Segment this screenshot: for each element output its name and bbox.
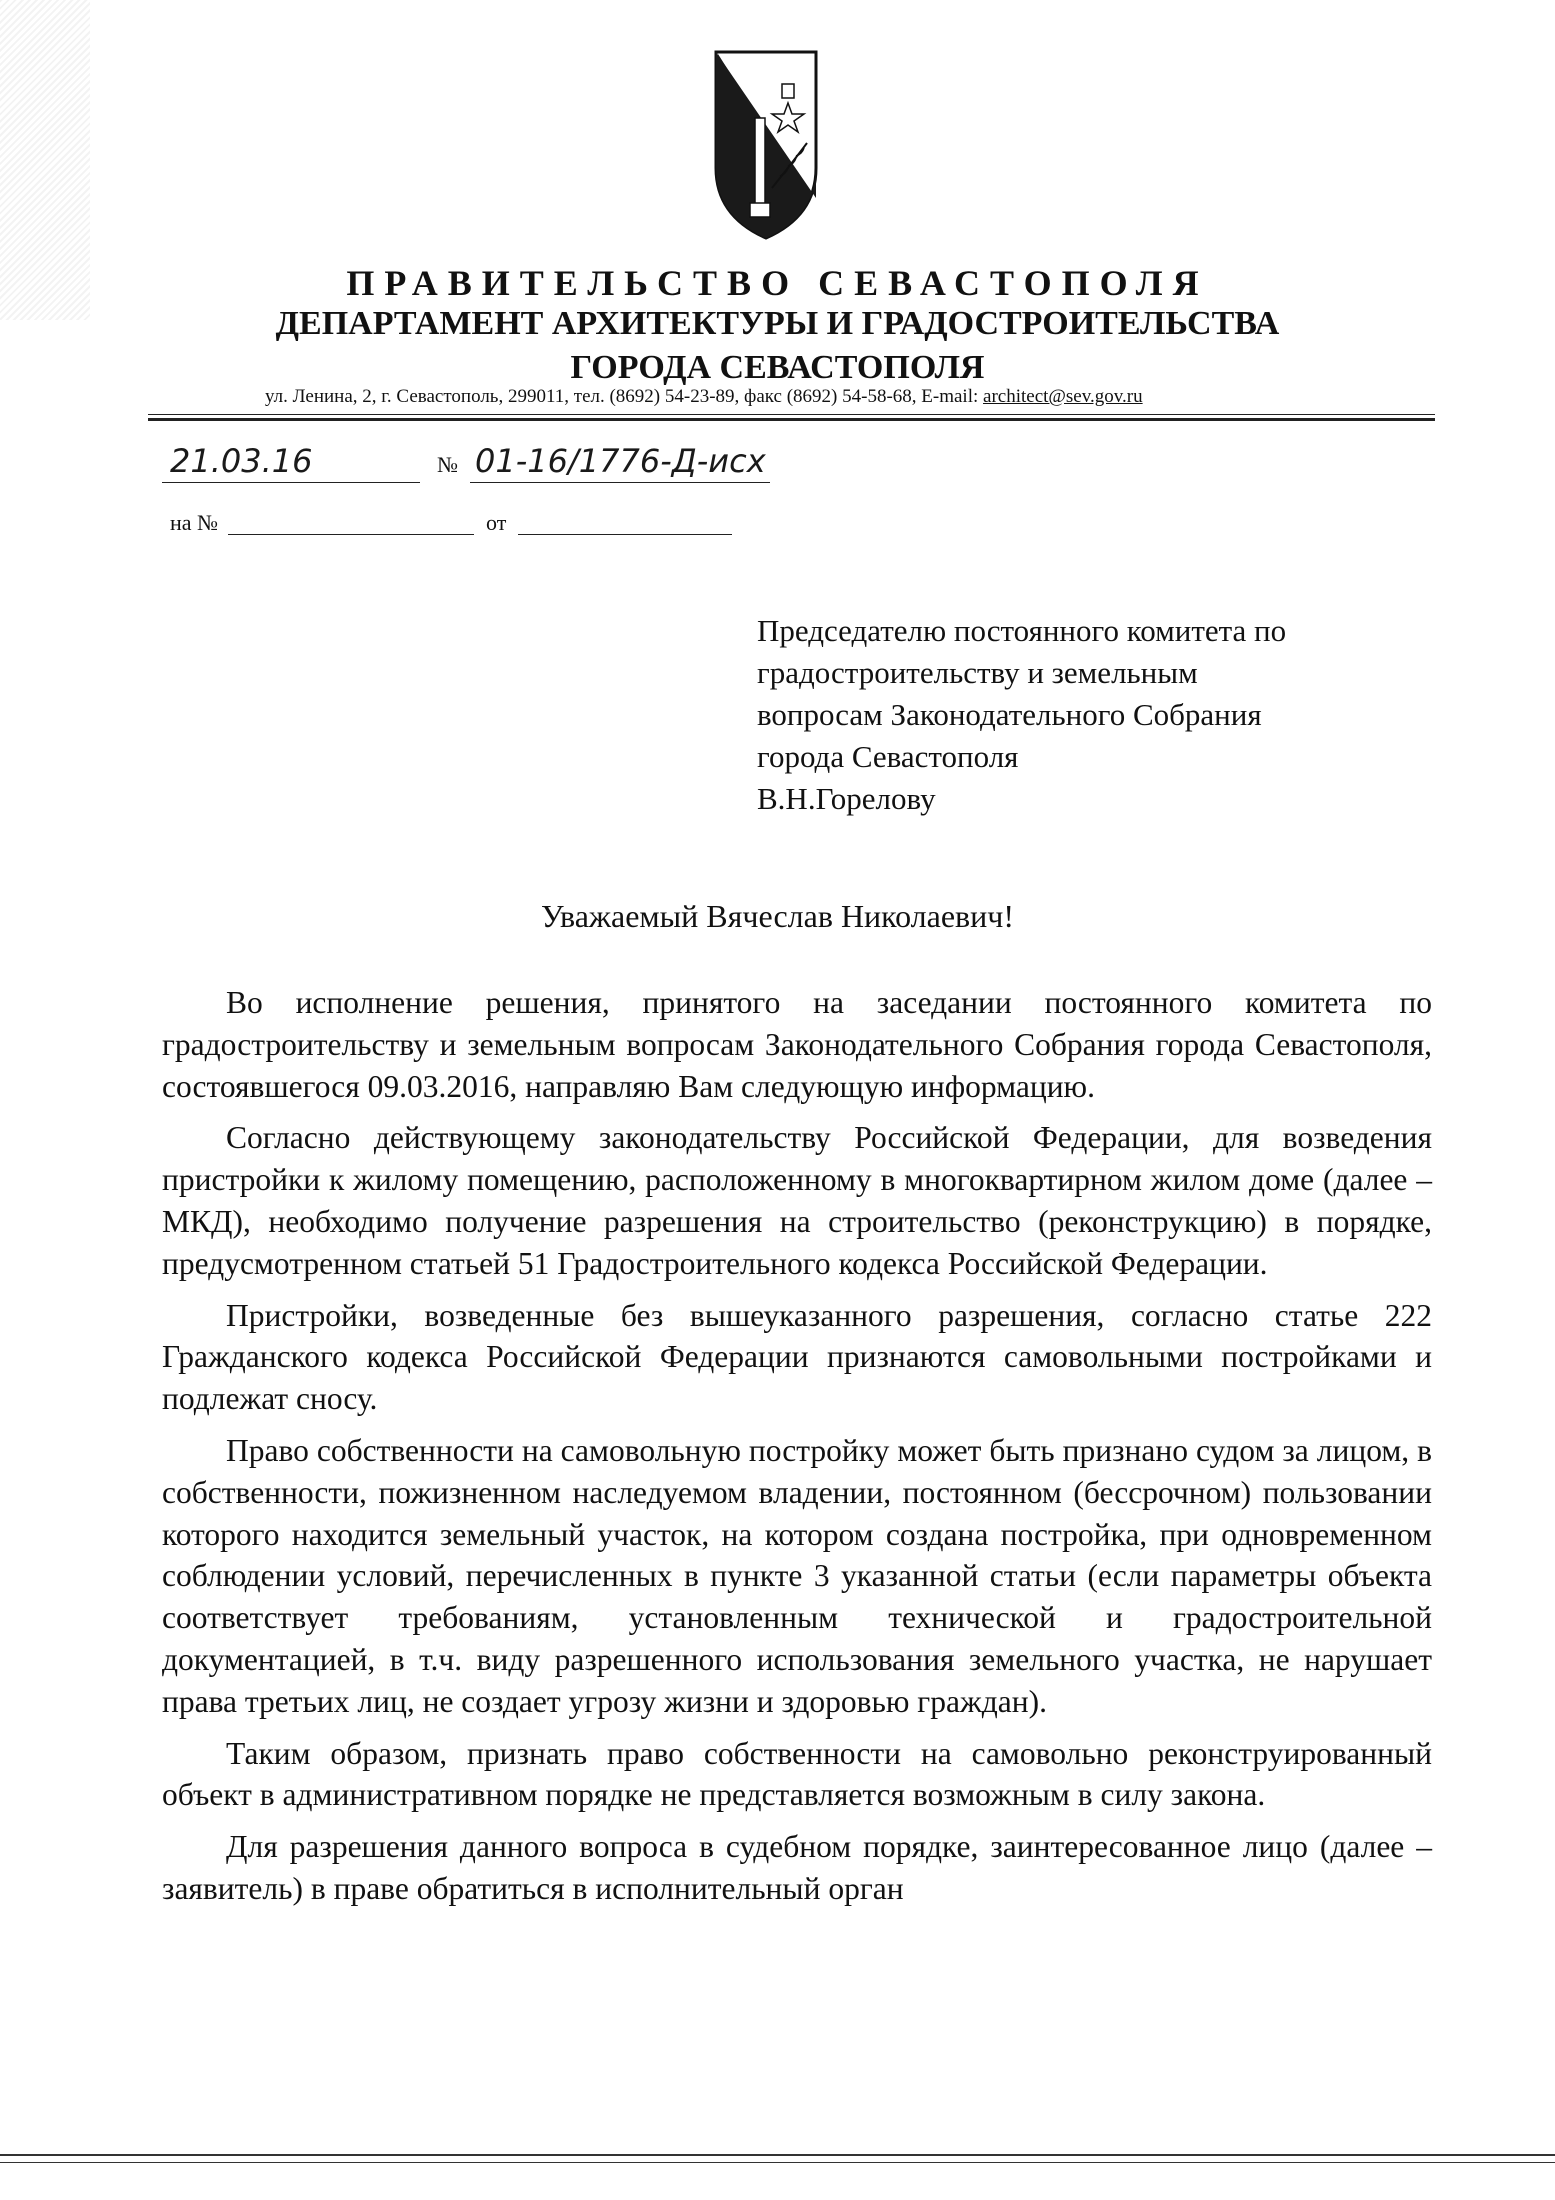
- addressee-line: градостроительству и земельным: [757, 655, 1198, 690]
- scan-edge-line: [0, 2154, 1555, 2156]
- government-title: ПРАВИТЕЛЬСТВО СЕВАСТОПОЛЯ: [346, 263, 1209, 303]
- number-underline: [470, 482, 770, 483]
- city-title: ГОРОДА СЕВАСТОПОЛЯ: [570, 349, 985, 386]
- number-label: №: [437, 452, 458, 477]
- header-divider-thick: [148, 418, 1435, 421]
- date-underline: [162, 482, 420, 483]
- address-text: ул. Ленина, 2, г. Севастополь, 299011, тел. (8692) 54-23-89, факс (8692) 54-58-68, E-mail:: [265, 386, 984, 407]
- header-divider-thin: [148, 414, 1435, 415]
- scan-edge-line: [0, 2162, 1555, 2163]
- email-link[interactable]: architect@sev.gov.ru: [983, 386, 1143, 407]
- body-paragraph: Во исполнение решения, принятого на заседании постоянного комитета по градостроительству и земельным вопросам Законодательного Собрания города Севастополя, состоявшегося 09.03.2016, направляю Вам следующую информацию.: [162, 985, 1432, 1104]
- addressee-line: города Севастополя: [757, 739, 1019, 774]
- department-title: ДЕПАРТАМЕНТ АРХИТЕКТУРЫ И ГРАДОСТРОИТЕЛЬСТВА: [275, 305, 1280, 342]
- salutation: Уважаемый Вячеслав Николаевич!: [540, 898, 1015, 934]
- ref-date-line: [518, 534, 732, 535]
- addressee-line: Председателю постоянного комитета по: [757, 613, 1287, 648]
- body-paragraph: Согласно действующему законодательству Российской Федерации, для возведения пристройки к жилому помещению, расположенному в многоквартирном жилом доме (далее – МКД), необходимо получение разрешения на строительство (реконструкцию) в порядке, предусмотренном статьей 51 Градостроительного кодекса Российской Федерации.: [162, 1120, 1432, 1281]
- body-paragraph: Пристройки, возведенные без вышеуказанного разрешения, согласно статье 222 Гражданского кодекса Российской Федерации признаются самовольными постройками и подлежат сносу.: [162, 1297, 1432, 1417]
- ref-number-line: [228, 534, 474, 535]
- addressee-line: В.Н.Горелову: [757, 781, 936, 816]
- ref-number-label: на №: [170, 510, 219, 535]
- addressee-block: [757, 610, 1286, 820]
- body-paragraph: Для разрешения данного вопроса в судебном порядке, заинтересованное лицо (далее – заявитель) в праве обратиться в исполнительный орган: [162, 1829, 1432, 1906]
- addressee-line: вопросам Законодательного Собрания: [757, 697, 1262, 732]
- contact-line: [265, 386, 1143, 408]
- sevastopol-coat-of-arms-icon: [712, 48, 820, 244]
- letter-body: [162, 982, 1432, 1920]
- body-paragraph: Право собственности на самовольную постройку может быть признано судом за лицом, в собственности, пожизненном наследуемом владении, постоянном (бессрочном) пользовании которого находится земельный участок, на котором создана постройка, при одновременном соблюдении условий, перечисленных в пункте 3 указанной статьи (если параметры объекта соответствует требованиям, установленным технической и градостроительной документацией, в т.ч. виду разрешенного использования земельного участка, не нарушает права третьих лиц, не создает угрозу жизни и здоровью граждан).: [162, 1432, 1432, 1719]
- registration-date: 21.03.16: [170, 442, 313, 480]
- ref-date-label: от: [486, 510, 507, 535]
- registration-number: 01-16/1776-Д-исх: [475, 442, 766, 480]
- body-paragraph: Таким образом, признать право собственности на самовольно реконструированный объект в административном порядке не представляется возможным в силу закона.: [162, 1735, 1432, 1813]
